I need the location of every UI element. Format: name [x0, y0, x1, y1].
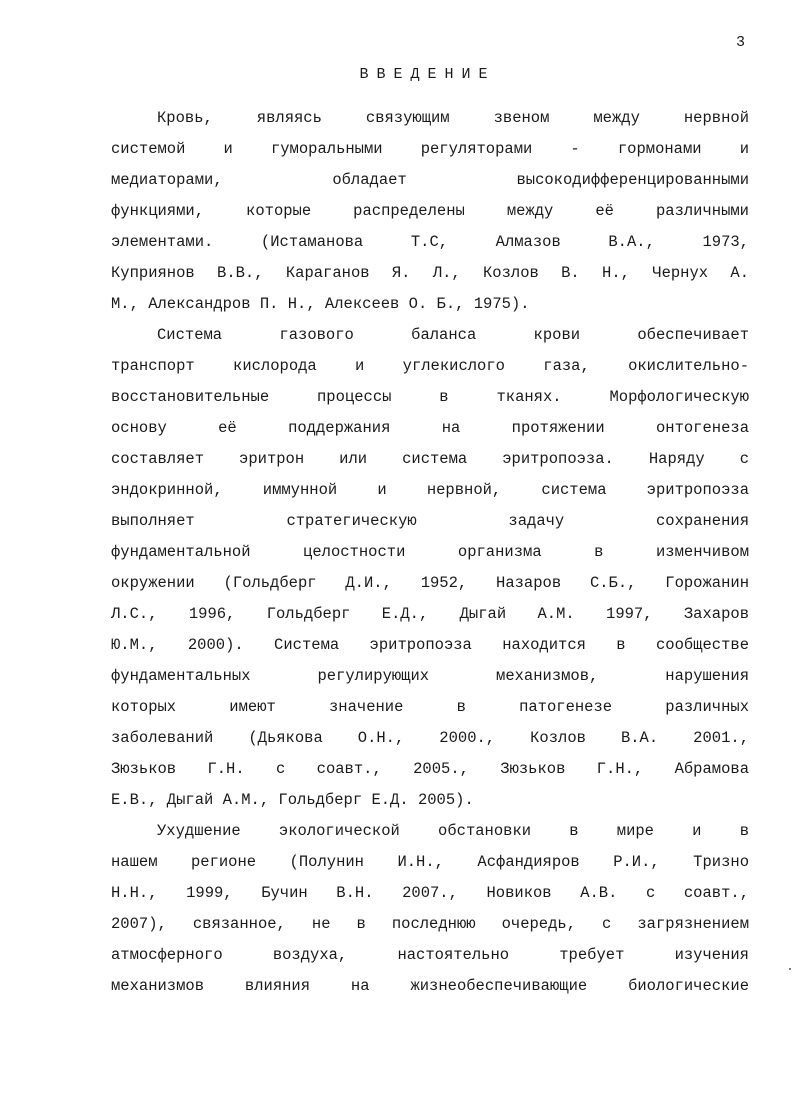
text-line: системой и гуморальными регуляторами - гормонами и [111, 140, 749, 158]
text-line: окружении (Гольдберг Д.И., 1952, Назаров С.Б., Горожанин [111, 574, 749, 592]
text-line: эндокринной, иммунной и нервной, система эритропоэза [111, 481, 749, 499]
text-line: нашем регионе (Полунин И.Н., Асфандияров Р.И., Тризно [111, 853, 749, 871]
text-line: механизмов влияния на жизнеобеспечивающие биологические [111, 977, 749, 995]
page-number: 3 [736, 34, 746, 51]
text-line: Н.Н., 1999, Бучин В.Н. 2007., Новиков А.В. с соавт., [111, 884, 749, 902]
text-line: заболеваний (Дьякова О.Н., 2000., Козлов В.А. 2001., [111, 729, 749, 747]
text-line: Куприянов В.В., Караганов Я. Л., Козлов В. Н., Чернух А. [111, 264, 749, 282]
text-line: основу её поддержания на протяжении онтогенеза [111, 419, 749, 437]
text-line: элементами. (Истаманова Т.С, Алмазов В.А., 1973, [111, 233, 749, 251]
section-heading: ВВЕДЕНИЕ [359, 66, 496, 83]
text-line: 2007), связанное, не в последнюю очередь, с загрязнением [111, 915, 749, 933]
text-line: функциями, которые распределены между её различными [111, 202, 749, 220]
text-line: атмосферного воздуха, настоятельно требует изучения [111, 946, 749, 964]
text-line: транспорт кислорода и углекислого газа, окислительно- [111, 357, 749, 375]
text-line: медиаторами, обладает высокодифференцированными [111, 171, 749, 189]
text-line: Система газового баланса крови обеспечивает [157, 326, 749, 344]
text-line: Л.С., 1996, Гольдберг Е.Д., Дыгай А.М. 1997, Захаров [111, 605, 749, 623]
text-line: Ю.М., 2000). Система эритропоэза находится в сообществе [111, 636, 749, 654]
text-line: фундаментальных регулирующих механизмов, нарушения [111, 667, 749, 685]
text-line: Кровь, являясь связующим звеном между нервной [157, 109, 749, 127]
text-line: М., Александров П. Н., Алексеев О. Б., 1975). [111, 295, 530, 313]
text-line: фундаментальной целостности организма в изменчивом [111, 543, 749, 561]
text-line: которых имеют значение в патогенезе различных [111, 698, 749, 716]
text-line: восстановительные процессы в тканях. Морфологическую [111, 388, 749, 406]
scan-speck [789, 968, 791, 970]
text-line: Ухудшение экологической обстановки в мире и в [157, 822, 749, 840]
text-line: выполняет стратегическую задачу сохранения [111, 512, 749, 530]
body-text [111, 103, 749, 1002]
text-line: Е.В., Дыгай А.М., Гольдберг Е.Д. 2005). [111, 791, 474, 809]
text-line: составляет эритрон или система эритропоэза. Наряду с [111, 450, 749, 468]
text-line: Зюзьков Г.Н. с соавт., 2005., Зюзьков Г.Н., Абрамова [111, 760, 749, 778]
